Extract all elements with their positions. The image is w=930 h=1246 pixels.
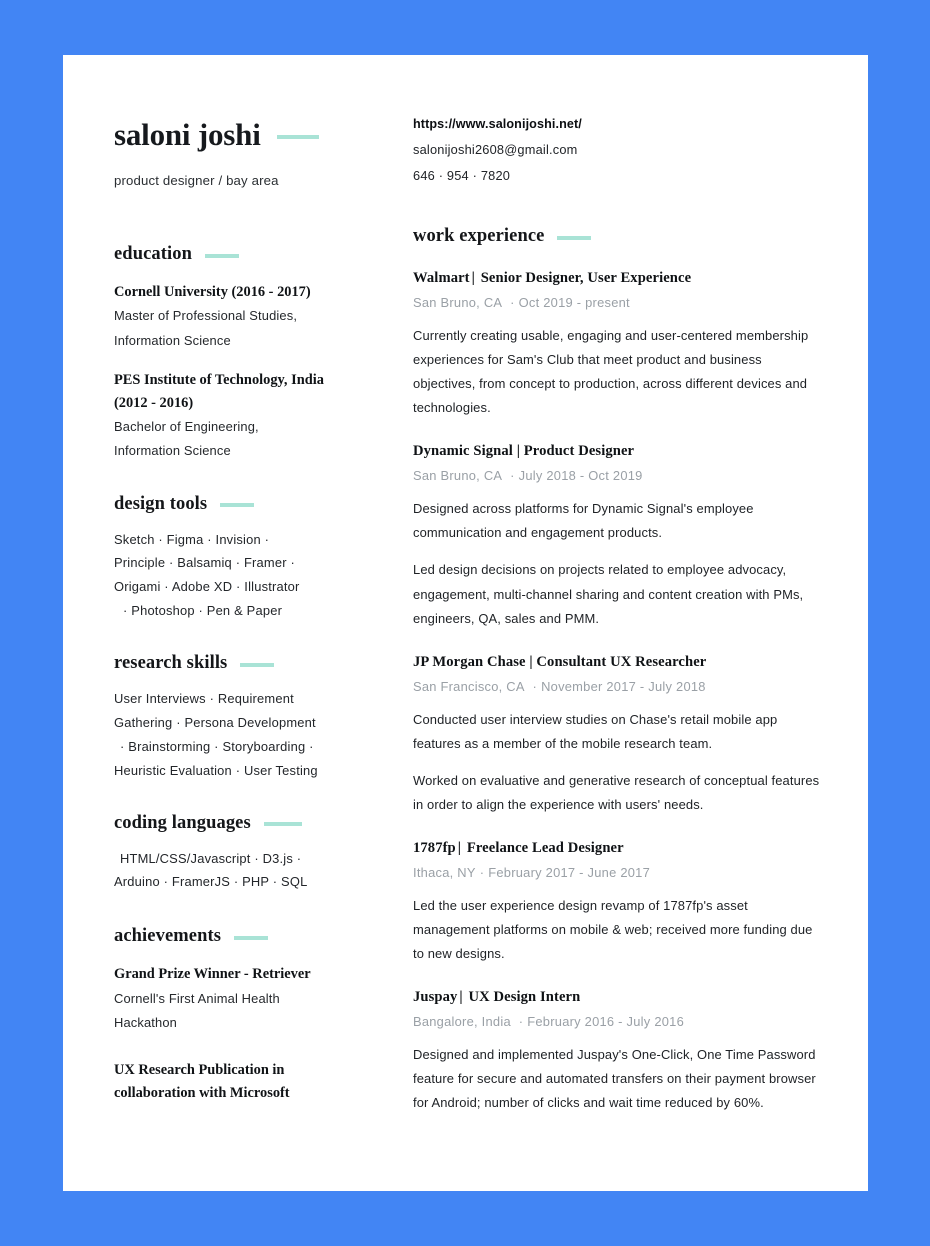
job-role: Freelance Lead Designer [466,840,624,857]
meta-separator: · [528,678,538,694]
job-role: UX Design Intern [468,989,581,1006]
job-company: 1787fp [413,840,456,857]
job-description: Designed across platforms for Dynamic Signal's employee communication and engagement products. [413,501,754,541]
achievements-heading: achievements [114,926,222,947]
job-company: Dynamic Signal [413,443,513,460]
achievement-line: Cornell's First Animal Health [114,990,280,1006]
achievements-accent-bar [234,936,268,940]
meta-separator: · [514,1014,524,1030]
job-description: Led the user experience design revamp of 1787fp's asset management platforms on mobile & web; received more funding due to new designs. [413,898,813,962]
job-meta [413,1014,823,1029]
job-title [413,840,823,857]
job-role: Product Designer [523,443,635,460]
job-location: San Francisco, CA [413,678,525,694]
skill-row: Sketch · Figma · Invision · [114,531,270,547]
skill-row: Principle · Balsamiq · Framer · [114,555,295,571]
achievement-title: UX Research Publication in [114,1061,285,1078]
job-company: Walmart [413,270,470,286]
achievement-entry [114,963,404,1035]
work-experience-section [413,226,823,1115]
work-experience-accent-bar [557,236,591,240]
job-divider: | [516,443,521,460]
phone-number: 646 · 954 · 7820 [413,168,511,183]
job-title [413,989,823,1006]
design-tools-heading-row [114,494,404,515]
job-divider: | [459,989,463,1006]
research-skills-heading-row [114,653,404,674]
job-description: Currently creating usable, engaging and user-centered membership experiences for Sam's Club that meet product and business objectives, from concept to production, across different devices and technologies. [413,328,809,416]
job-entry [413,654,823,817]
skill-row: User Interviews · Requirement [114,691,294,707]
tagline: product designer / bay area [114,173,279,189]
job-description: Worked on evaluative and generative research of conceptual features in order to align the experience with users' needs. [413,772,820,812]
achievements-heading-row [114,926,404,947]
work-experience-heading: work experience [413,226,545,246]
page-title: saloni joshi [114,117,261,152]
job-role: Senior Designer, User Experience [480,270,692,286]
job-location: San Bruno, CA [413,468,503,484]
job-location: San Bruno, CA [413,295,503,310]
research-skills-accent-bar [240,663,274,667]
job-company: Juspay [413,989,458,1006]
coding-languages-heading-row [114,813,404,834]
research-skills-heading: research skills [114,653,228,674]
education-entry-line: Information Science [114,332,231,348]
email-address[interactable]: salonijoshi2608@gmail.com [413,142,578,157]
coding-languages-heading: coding languages [114,812,251,833]
skill-row: Heuristic Evaluation · User Testing [114,762,318,778]
education-entry-title: PES Institute of Technology, India [114,371,324,388]
education-heading-row [114,244,404,265]
website-link[interactable]: https://www.salonijoshi.net/ [413,117,582,131]
coding-languages-accent-bar [264,822,302,826]
job-dates: February 2017 - June 2017 [488,865,650,881]
education-entry [114,281,404,353]
resume-columns [63,55,868,1191]
research-skills-list [114,687,404,783]
job-title [413,654,823,671]
job-dates: February 2016 - July 2016 [527,1014,684,1030]
education-entry [114,369,404,464]
skill-row: HTML/CSS/Javascript · D3.js · [120,850,302,866]
job-entry [413,270,823,420]
skill-row: · Photoshop · Pen & Paper [123,603,283,619]
design-tools-accent-bar [220,503,254,507]
name-accent-bar [277,135,319,139]
job-role: Consultant UX Researcher [536,653,707,670]
right-column [413,55,823,1115]
job-title [413,443,823,460]
job-company: JP Morgan Chase [413,653,526,670]
skill-row: Arduino · FramerJS · PHP · SQL [114,874,308,890]
job-location: Ithaca, NY [413,865,476,881]
education-entry-title-2: (2012 - 2016) [114,395,194,411]
resume-page [63,55,868,1191]
education-entry-line: Bachelor of Engineering, [114,419,259,435]
work-experience-heading-row [413,226,823,247]
achievements-section [114,926,404,1105]
achievement-title: Grand Prize Winner - Retriever [114,966,311,983]
achievement-line: Hackathon [114,1014,177,1030]
left-column [114,55,404,1106]
job-dates: Oct 2019 - present [518,295,630,310]
contact-block [413,117,823,183]
job-divider: | [457,840,462,857]
job-divider: | [471,270,475,286]
job-description: Designed and implemented Juspay's One-Click, One Time Password feature for secure and automated transfers on their payment browser for Android; number of clicks and wait time reduced by 60%. [413,1047,816,1111]
job-entry [413,840,823,966]
job-divider: | [529,653,533,670]
achievement-title-2: collaboration with Microsoft [114,1085,290,1102]
meta-separator: · [506,468,515,484]
education-entry-title: Cornell University (2016 - 2017) [114,284,311,301]
coding-languages-list [114,847,404,895]
education-accent-bar [205,254,239,258]
meta-separator: · [479,865,485,881]
research-skills-section [114,653,404,783]
job-meta [413,865,823,880]
design-tools-list [114,528,404,624]
education-entry-line: Master of Professional Studies, [114,308,298,324]
job-location: Bangalore, India [413,1014,511,1030]
education-heading: education [114,244,192,265]
job-description: Led design decisions on projects related to employee advocacy, engagement, multi-channel sharing and content creation with PMs, engineers, QA, sales and PMM. [413,562,804,626]
education-entry-line: Information Science [114,443,231,459]
achievement-entry [114,1059,404,1106]
skill-row: Gathering · Persona Development [114,714,316,730]
meta-separator: · [506,295,515,310]
job-dates: July 2018 - Oct 2019 [518,468,643,484]
skill-row: Origami · Adobe XD · Illustrator [114,579,300,595]
skill-row: · Brainstorming · Storyboarding · [120,738,314,754]
name-header [114,118,404,152]
job-entry [413,989,823,1115]
job-description: Conducted user interview studies on Chase's retail mobile app features as a member of the mobile research team. [413,711,778,751]
design-tools-section [114,494,404,624]
job-entry [413,443,823,630]
job-meta [413,679,823,694]
job-meta [413,468,823,483]
education-section [114,244,404,463]
design-tools-heading: design tools [114,493,208,514]
job-title [413,270,823,287]
coding-languages-section [114,813,404,895]
job-dates: November 2017 - July 2018 [541,678,706,694]
job-meta [413,295,823,310]
